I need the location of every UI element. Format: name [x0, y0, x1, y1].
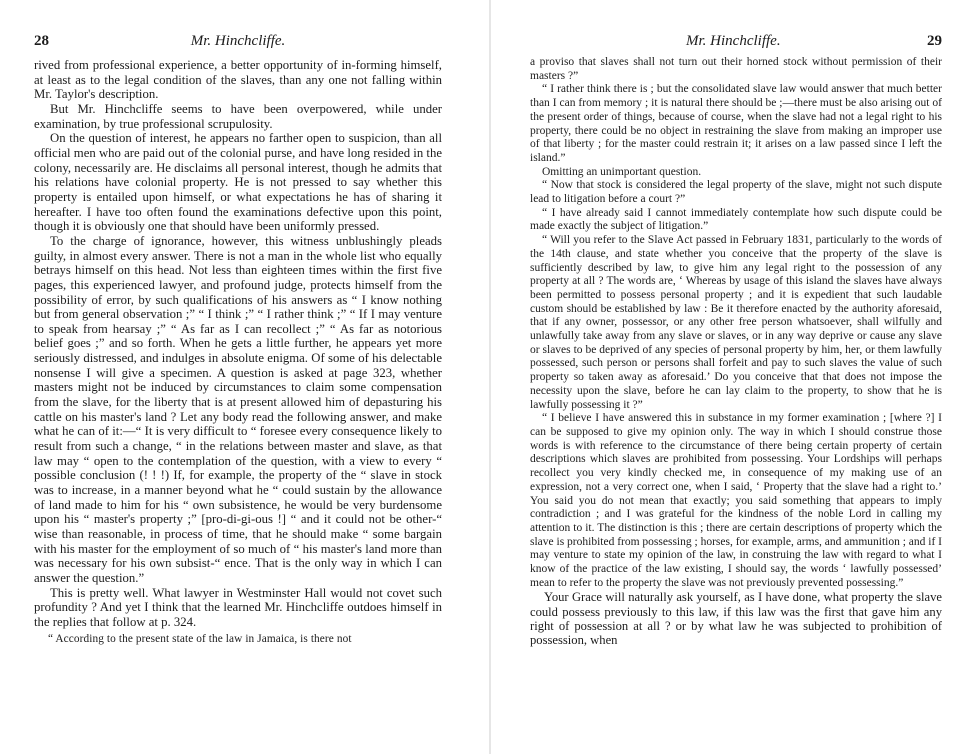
page-number: 29	[927, 33, 942, 49]
paragraph: On the question of interest, he appears no farther open to suspicion, than all official men who are paid out of the colonial purse, and have long resided in the colony, necessarily are. He disclaims all personal interest, though he admits that his relations have colonial property. He is not pressed to say whether this property is entailed upon himself, or what expectations he has of sharing it hereafter. I have too often found the examinations defective upon this point, though it is obviously one that should have been uniformly pressed.	[34, 131, 442, 234]
paragraph: To the charge of ignorance, however, this witness unblushingly pleads guilty, in almost every answer. There is not a man in the whole list who equally betrays himself on this head. Not less than eighteen times within the first five pages, this experienced lawyer, and profound judge, protects himself from the possibility of error, by such qualifications of his answers as “ I know nothing but from general observation ;” “ I think ;” “ I rather think ;” “ If I may venture to speak from hearsay ;” “ As far as I can recollect ;” “ As far as notorious belief goes ;” and so forth. When he gets a little further, he appears yet more seriously distressed, and indulges in absolute enigma. Of some of his delectable nonsense I will give a specimen. A question is asked at page 323, whether masters might not be induced by circumstances to claim some compensation from the slave, for the liberty that is at present allowed him of depasturing his cattle on his master's land ? Let any body read the following answer, and make what he can of it:—“ It is very difficult to “ foresee every consequence likely to result from such a change, “ in the relations between master and slave, as that law may “ open to the contemplation of the question, with a view to every “ possible conclusion (! ! !) If, for example, the property of the “ slave in stock was to increase, in a manner beyond what he “ could sustain by the allowance of land made to him for his “ own subsistence, he would be very burdensome upon his “ master's property ;” [pro-di-gi-ous !] “ and it could not be other-“ wise than reasonable, in process of time, that he should make “ some bargain with his master for the employment of so much of “ his master's land more than was necessary for his own subsist-“ ence. That is the only way in which I can answer the question.”	[34, 233, 442, 585]
left-page-body	[34, 58, 442, 647]
paragraph: “ I believe I have answered this in substance in my former examination ; [where ?] I can be supposed to give my opinion only. The way in which I should construe those words is with reference to the circumstance of there being certain property of certain descriptions which slaves are prohibited from possessing. Your Lordships will perhaps recollect you very kindly checked me, in consequence of my making use of an expression, not a very correct one, when I said, ‘ Property that the slave had a right to.’ You said you do not mean that exactly; you said something that appears to imply contradiction ; and I was grateful for the kindness of the noble Lord in calling my attention to it. The distinction is this ; there are certain descriptions of property which the slave is prohibited from possessing ; horses, for example, arms, and ammunition ; and if I may venture to state my opinion of the law, in construing the law with regard to what I know of the practice of the law existing, I should say, the words ‘ lawfully possessed’ mean to refer to the property the slave was not previously prevented possessing.”	[530, 412, 943, 589]
page-number: 28	[34, 33, 49, 49]
right-page-header	[530, 0, 942, 49]
paragraph: Omitting an unimportant question.	[542, 165, 702, 178]
paragraph: This is pretty well. What lawyer in Westminster Hall would not covet such profundity ? And yet I think that the learned Mr. Hinchcliffe outdoes himself in the replies that follow at p. 324.	[34, 585, 442, 629]
paragraph: rived from professional experience, a better opportunity of in-forming himself, at least as to the legal condition of the slaves, than any one not falling within Mr. Taylor's description.	[34, 58, 442, 102]
running-head: Mr. Hinchcliffe.	[190, 33, 286, 49]
running-head: Mr. Hinchcliffe.	[686, 33, 781, 49]
left-page-header	[34, 0, 442, 49]
paragraph: “ Will you refer to the Slave Act passed in February 1831, particularly to the words of the 14th clause, and state whether you conceive that the property of the slave is sufficiently described by law, to give him any legal right to the possession of any property at all ? The words are, ‘ Whereas by usage of this island the slaves have always been permitted to possess personal property ; and it is expedient that such laudable custom should be established by law : Be it therefore enacted by the authority aforesaid, that if any owner, possessor, or any other free person whatsoever, shall wilfully and unlawfully take away from any slave or slaves, or in any way deprive or cause any slave or slaves to be deprived of any species of personal property by him, her, or them lawfully possessed, such person or persons shall forfeit and pay to such slaves the value of such property so taken away as aforesaid.’ Do you conceive that that does not impose the necessity upon the slave, before he can lay claim to the property, to show that he is lawfully possessing it ?”	[530, 234, 942, 411]
paragraph: But Mr. Hinchcliffe seems to have been overpowered, while under examination, by true professional scrupulosity.	[34, 101, 442, 131]
paragraph: “ I rather think there is ; but the consolidated slave law would answer that much better than I can from memory ; it is natural there should be ;—there must be also arising out of the present order of things, because of course, when the slave had not a legal right to his property, there could be no object in restraining the slave from making an improper use of that liberty ; for the master could restrain it; it arises on a law passed since I left the island.”	[530, 83, 942, 164]
right-page-body	[530, 56, 942, 647]
right-page	[490, 0, 980, 754]
paragraph: “ According to the present state of the law in Jamaica, is there not	[48, 632, 352, 645]
paragraph: “ I have already said I cannot immediately contemplate how such dispute could be made exactly the subject of litigation.”	[530, 206, 942, 233]
paragraph: Your Grace will naturally ask yourself, as I have done, what property the slave could possess previously to this law, if this law was the first that gave him any right of possession at all ? or by what law he was subjected to prohibition of possession, when	[530, 590, 942, 648]
paragraph: a proviso that slaves shall not turn out their horned stock without permission of their masters ?”	[530, 56, 942, 82]
paragraph: “ Now that stock is considered the legal property of the slave, might not such dispute lead to litigation before a court ?”	[530, 179, 942, 206]
